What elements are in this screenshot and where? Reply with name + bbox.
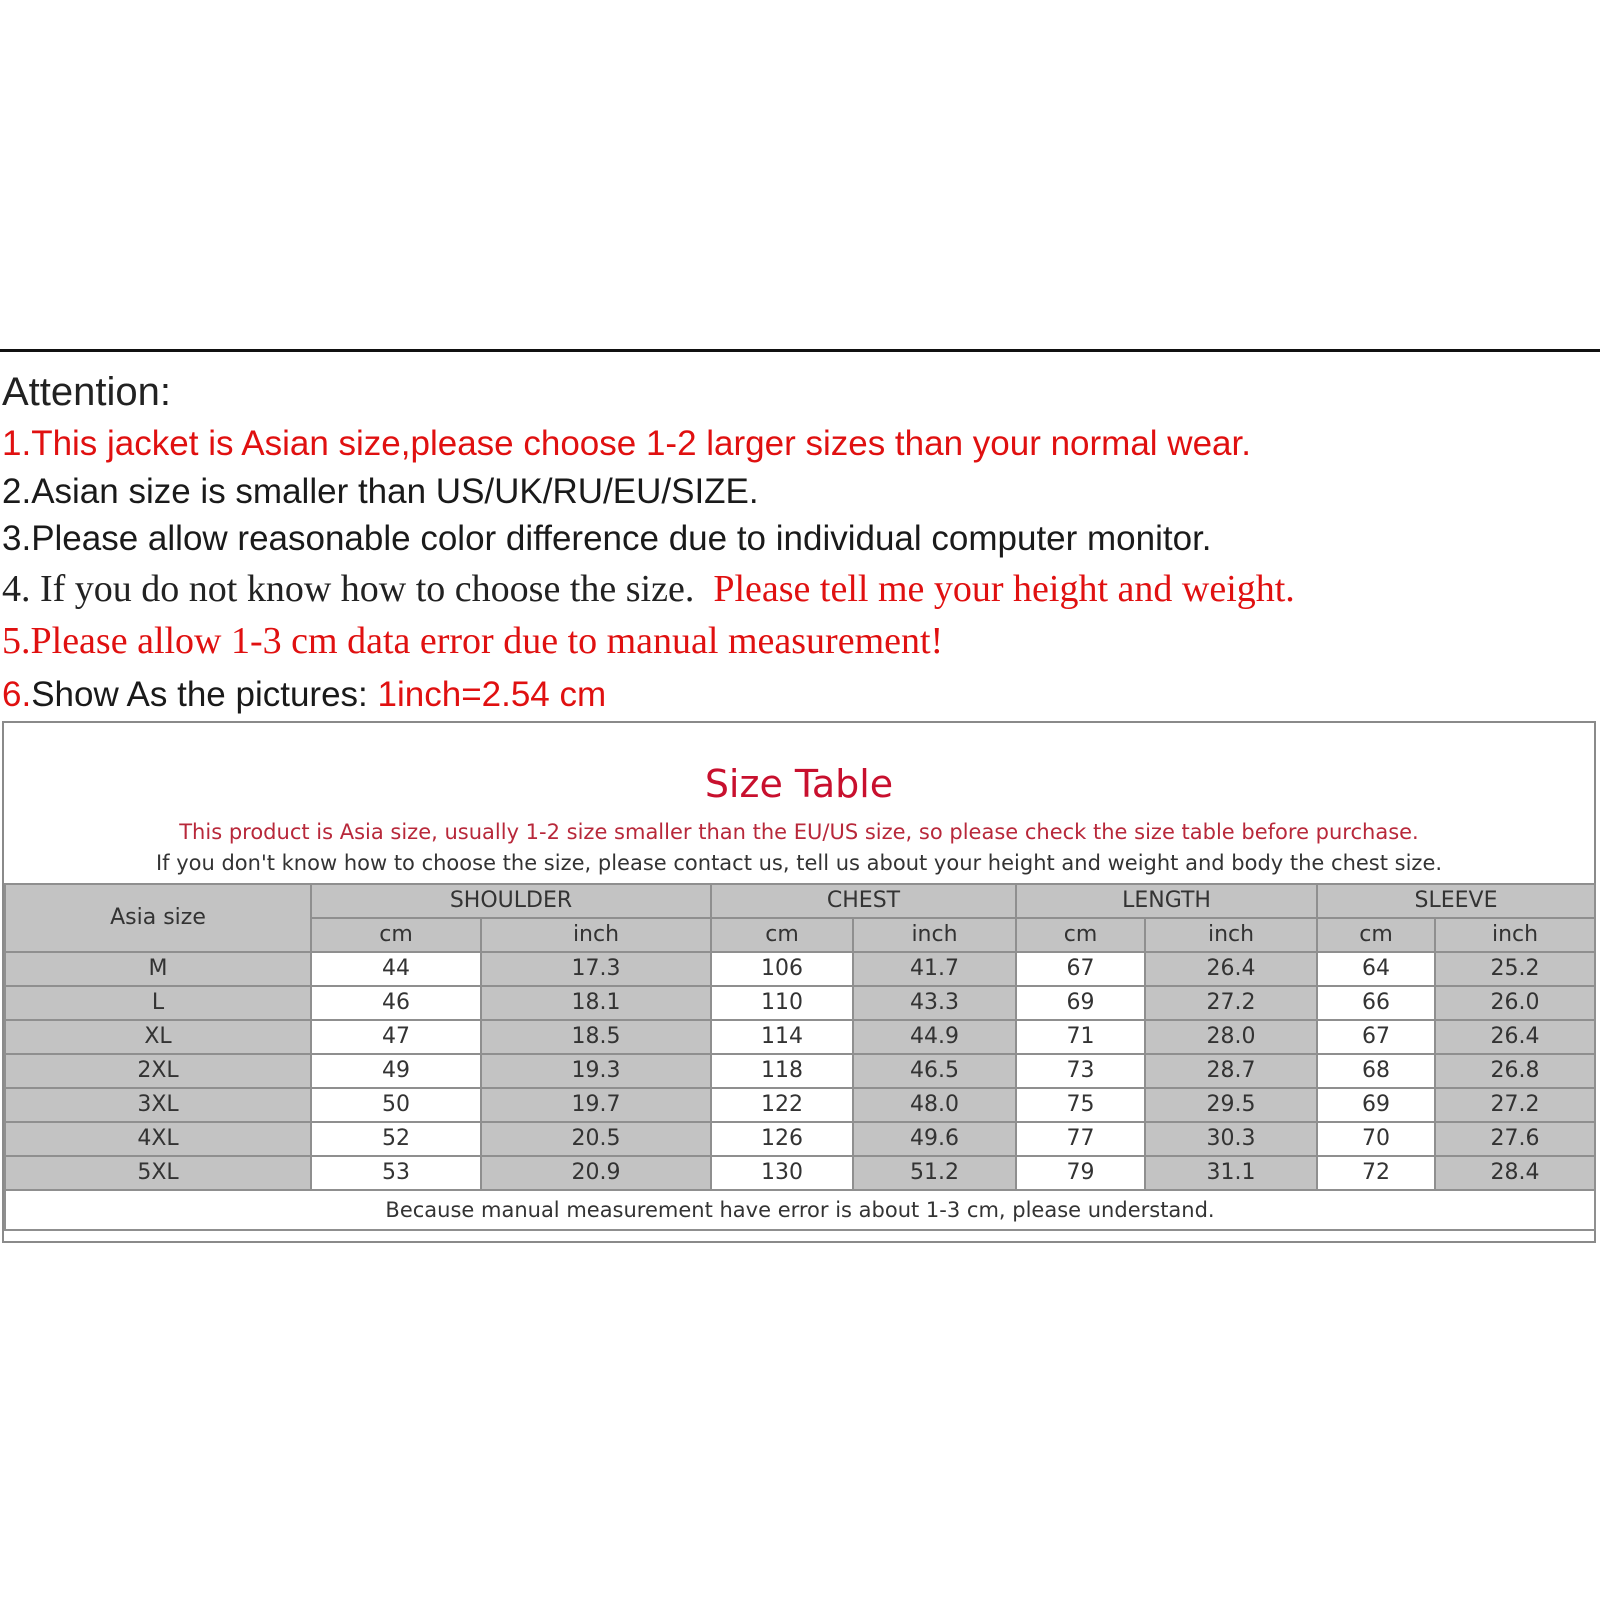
table-cell: 66 — [1317, 986, 1435, 1020]
note-line-3: 3.Please allow reasonable color difference due to individual computer monitor. — [2, 519, 1212, 558]
table-cell: 43.3 — [853, 986, 1016, 1020]
note-line-6 — [2, 677, 606, 712]
table-cell: 53 — [311, 1156, 481, 1190]
size-table-subtitle-1: This product is Asia size, usually 1-2 size smaller than the EU/US size, so please check the size table before purchase. — [179, 820, 1419, 844]
table-cell: 75 — [1016, 1088, 1145, 1122]
table-cell: 50 — [311, 1088, 481, 1122]
size-label-cell: 4XL — [5, 1122, 311, 1156]
table-cell: 26.8 — [1435, 1054, 1595, 1088]
table-cell: 19.7 — [481, 1088, 711, 1122]
size-table-subtitle-2: If you don't know how to choose the size, please contact us, tell us about your height and weight and body the chest size. — [155, 851, 1443, 875]
table-cell: 27.6 — [1435, 1122, 1595, 1156]
table-row — [5, 1020, 1595, 1054]
size-table-panel — [2, 721, 1596, 1243]
note-line-4-question: 4. If you do not know how to choose the size. — [2, 568, 695, 610]
unit-header: inch — [1435, 918, 1595, 952]
table-cell: 46 — [311, 986, 481, 1020]
table-cell: 106 — [711, 952, 853, 986]
header-chest: CHEST — [711, 884, 1016, 918]
size-label-cell: 3XL — [5, 1088, 311, 1122]
table-cell: 49.6 — [853, 1122, 1016, 1156]
table-cell: 69 — [1317, 1088, 1435, 1122]
table-cell: 73 — [1016, 1054, 1145, 1088]
table-cell: 110 — [711, 986, 853, 1020]
table-cell: 28.7 — [1145, 1054, 1317, 1088]
size-table — [4, 883, 1596, 1231]
unit-header: cm — [1317, 918, 1435, 952]
table-cell: 130 — [711, 1156, 853, 1190]
table-cell: 27.2 — [1145, 986, 1317, 1020]
table-cell: 28.0 — [1145, 1020, 1317, 1054]
table-cell: 19.3 — [481, 1054, 711, 1088]
unit-header: inch — [481, 918, 711, 952]
note-line-2: 2.Asian size is smaller than US/UK/RU/EU/SIZE. — [2, 472, 759, 511]
unit-header: inch — [853, 918, 1016, 952]
table-cell: 46.5 — [853, 1054, 1016, 1088]
table-cell: 118 — [711, 1054, 853, 1088]
table-row — [5, 1088, 1595, 1122]
size-label-cell: XL — [5, 1020, 311, 1054]
table-cell: 47 — [311, 1020, 481, 1054]
note-line-1: 1.This jacket is Asian size,please choose 1-2 larger sizes than your normal wear. — [2, 424, 1251, 463]
note-line-6-text: Show As the pictures: — [31, 675, 368, 714]
table-cell: 68 — [1317, 1054, 1435, 1088]
table-row — [5, 1122, 1595, 1156]
table-cell: 79 — [1016, 1156, 1145, 1190]
note-line-6-number: 6. — [2, 675, 32, 714]
table-footer-note: Because manual measurement have error is about 1-3 cm, please understand. — [5, 1190, 1595, 1230]
size-label-cell: L — [5, 986, 311, 1020]
table-cell: 70 — [1317, 1122, 1435, 1156]
table-cell: 64 — [1317, 952, 1435, 986]
table-cell: 28.4 — [1435, 1156, 1595, 1190]
table-cell: 114 — [711, 1020, 853, 1054]
table-cell: 29.5 — [1145, 1088, 1317, 1122]
table-cell: 67 — [1317, 1020, 1435, 1054]
table-cell: 71 — [1016, 1020, 1145, 1054]
table-cell: 72 — [1317, 1156, 1435, 1190]
table-cell: 31.1 — [1145, 1156, 1317, 1190]
attention-title: Attention: — [2, 370, 172, 414]
size-label-cell: 2XL — [5, 1054, 311, 1088]
table-cell: 26.0 — [1435, 986, 1595, 1020]
size-label-cell: M — [5, 952, 311, 986]
table-cell: 51.2 — [853, 1156, 1016, 1190]
header-sleeve: SLEEVE — [1317, 884, 1595, 918]
table-cell: 48.0 — [853, 1088, 1016, 1122]
table-cell: 44.9 — [853, 1020, 1016, 1054]
table-cell: 30.3 — [1145, 1122, 1317, 1156]
note-line-4-request: Please tell me your height and weight. — [713, 568, 1295, 610]
table-cell: 44 — [311, 952, 481, 986]
size-label-cell: 5XL — [5, 1156, 311, 1190]
unit-header: cm — [311, 918, 481, 952]
header-shoulder: SHOULDER — [311, 884, 711, 918]
unit-header: cm — [711, 918, 853, 952]
size-table-title: Size Table — [704, 762, 894, 806]
table-footer-row — [5, 1190, 1595, 1230]
table-cell: 20.5 — [481, 1122, 711, 1156]
table-cell: 17.3 — [481, 952, 711, 986]
note-line-4 — [2, 570, 1295, 608]
unit-header: cm — [1016, 918, 1145, 952]
table-cell: 77 — [1016, 1122, 1145, 1156]
table-cell: 27.2 — [1435, 1088, 1595, 1122]
note-line-6-conversion: 1inch=2.54 cm — [377, 675, 607, 714]
table-cell: 49 — [311, 1054, 481, 1088]
table-row — [5, 1156, 1595, 1190]
table-cell: 67 — [1016, 952, 1145, 986]
table-cell: 26.4 — [1145, 952, 1317, 986]
table-cell: 52 — [311, 1122, 481, 1156]
table-cell: 25.2 — [1435, 952, 1595, 986]
table-cell: 26.4 — [1435, 1020, 1595, 1054]
header-length: LENGTH — [1016, 884, 1317, 918]
table-cell: 18.1 — [481, 986, 711, 1020]
table-row — [5, 952, 1595, 986]
table-row — [5, 1054, 1595, 1088]
table-cell: 126 — [711, 1122, 853, 1156]
note-line-5: 5.Please allow 1-3 cm data error due to manual measurement! — [2, 620, 944, 662]
table-cell: 18.5 — [481, 1020, 711, 1054]
header-asia-size: Asia size — [5, 884, 311, 952]
table-row — [5, 986, 1595, 1020]
table-cell: 41.7 — [853, 952, 1016, 986]
horizontal-divider — [0, 349, 1600, 352]
table-cell: 122 — [711, 1088, 853, 1122]
unit-header: inch — [1145, 918, 1317, 952]
table-cell: 69 — [1016, 986, 1145, 1020]
table-cell: 20.9 — [481, 1156, 711, 1190]
